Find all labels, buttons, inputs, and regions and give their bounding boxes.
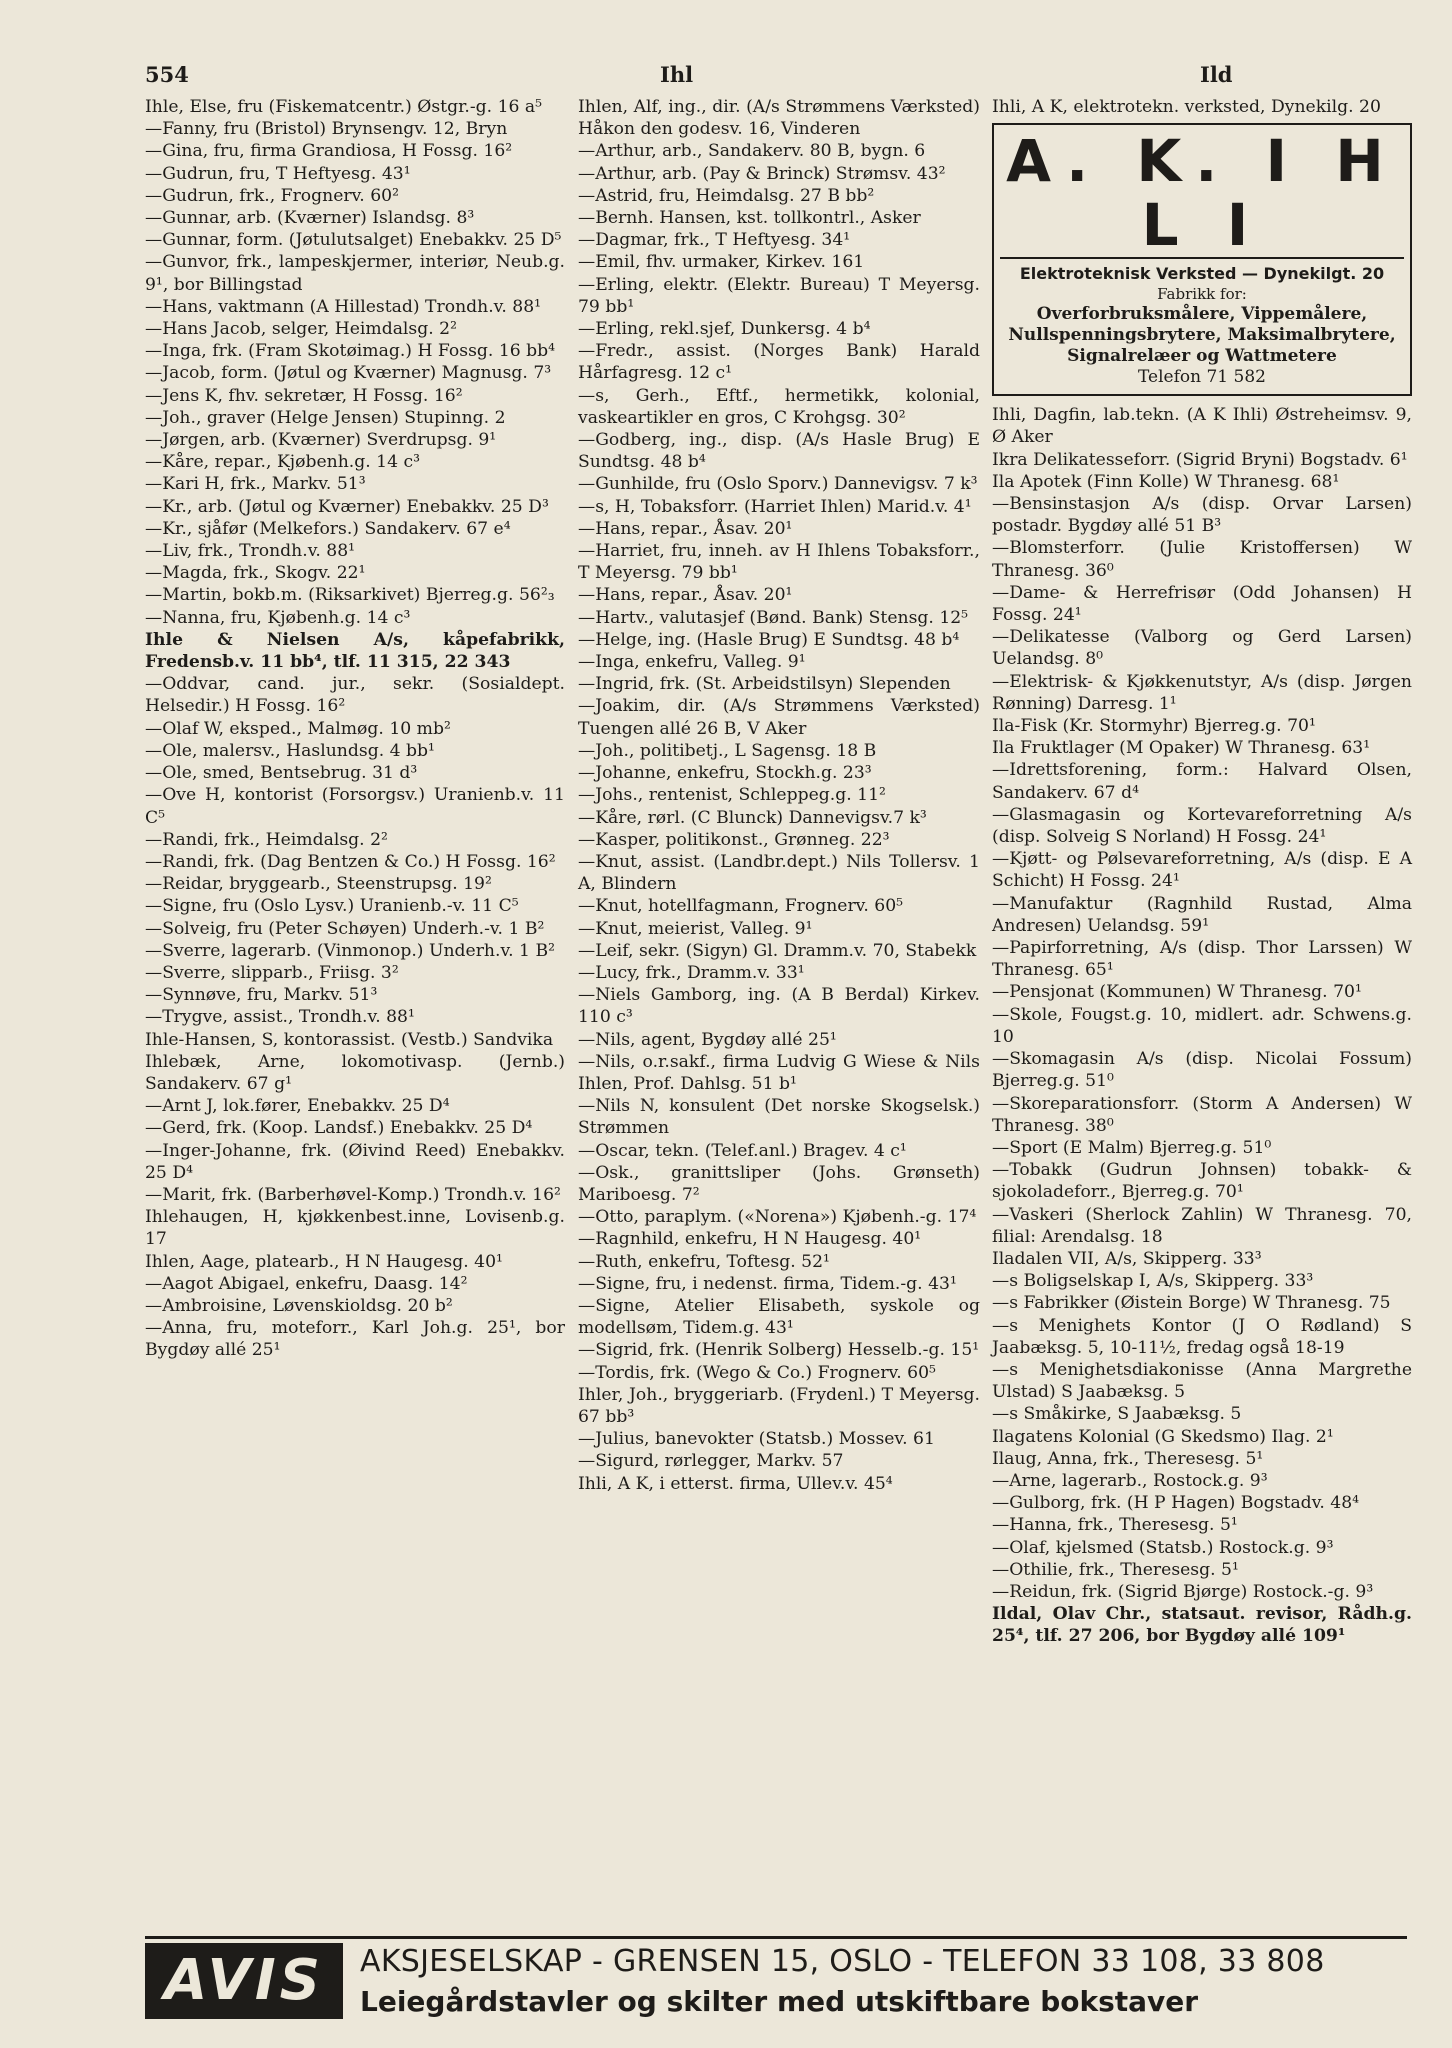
directory-entry: —Synnøve, fru, Markv. 51³ — [145, 985, 378, 1006]
directory-entry: —Helge, ing. (Hasle Brug) E Sundtsg. 48 b⁴ — [578, 629, 960, 650]
directory-entry: —Reidar, bryggearb., Steenstrupsg. 19² — [145, 874, 492, 895]
directory-entry: —Kåre, rørl. (C Blunck) Dannevigsv.7 k³ — [578, 807, 927, 828]
directory-entry: Ihli, A K, elektrotekn. verksted, Dynekilg. 20 — [992, 97, 1381, 117]
directory-entry: —Marit, frk. (Barberhøvel-Komp.) Trondh.v. 16² — [145, 1184, 561, 1205]
directory-entry: —Ruth, enkefru, Toftesg. 52¹ — [578, 1251, 830, 1272]
directory-entry: —Ingrid, frk. (St. Arbeidstilsyn) Slependen — [578, 674, 951, 695]
column-1 — [145, 96, 565, 1362]
directory-entry: —Skomagasin A/s (disp. Nicolai Fossum) Bjerreg.g. 51⁰ — [992, 1049, 1412, 1092]
directory-entry: —Nanna, fru, Kjøbenh.g. 14 c³ — [145, 607, 411, 628]
directory-entry: —Kasper, politikonst., Grønneg. 22³ — [578, 829, 890, 850]
directory-entry: —Kåre, repar., Kjøbenh.g. 14 c³ — [145, 452, 421, 473]
directory-entry: —Godberg, ing., disp. (A/s Hasle Brug) E Sundtsg. 48 b⁴ — [578, 430, 980, 473]
directory-entry: —Fredr., assist. (Norges Bank) Harald Hårfagresg. 12 c¹ — [578, 341, 980, 384]
directory-entry: —Hartv., valutasjef (Bønd. Bank) Stensg. 12⁵ — [578, 607, 969, 628]
directory-entry: —Manufaktur (Ragnhild Rustad, Alma Andresen) Uelandsg. 59¹ — [992, 893, 1412, 936]
directory-entry: —Ambroisine, Løvenskioldsg. 20 b² — [145, 1295, 453, 1316]
directory-entry: —Kari H, frk., Markv. 51³ — [145, 474, 366, 495]
directory-entry: —s Menighets Kontor (J O Rødland) S Jaabæksg. 5, 10-11½, fredag også 18-19 — [992, 1315, 1412, 1358]
directory-entry: —Tobakk (Gudrun Johnsen) tobakk- & sjokoladeforr., Bjerreg.g. 70¹ — [992, 1160, 1412, 1203]
directory-entry: —Olaf, kjelsmed (Statsb.) Rostock.g. 9³ — [992, 1537, 1334, 1558]
directory-entry: —Johs., rentenist, Schleppeg.g. 11² — [578, 785, 886, 806]
directory-entry: —Erling, elektr. (Elektr. Bureau) T Meyersg. 79 bb¹ — [578, 274, 980, 317]
directory-entry: —s, H, Tobaksforr. (Harriet Ihlen) Marid.v. 4¹ — [578, 496, 972, 517]
directory-entry: —Arthur, arb. (Pay & Brinck) Strømsv. 43² — [578, 163, 946, 184]
directory-entry: —Magda, frk., Skogv. 22¹ — [145, 563, 366, 584]
directory-entry: —Trygve, assist., Trondh.v. 88¹ — [145, 1007, 415, 1028]
directory-entry: —Fanny, fru (Bristol) Brynsengv. 12, Bryn — [145, 119, 508, 140]
directory-entry: Ila-Fisk (Kr. Stormyhr) Bjerreg.g. 70¹ — [992, 716, 1316, 737]
directory-entry: —Joh., politibetj., L Sagensg. 18 B — [578, 740, 877, 761]
directory-entry: —Sverre, slipparb., Friisg. 3² — [145, 962, 399, 983]
header-right-word: Ild — [1200, 62, 1233, 87]
directory-entry: —Ove H, kontorist (Forsorgsv.) Uranienb.v. 11 C⁵ — [145, 785, 565, 828]
directory-entry: —Dagmar, frk., T Heftyesg. 34¹ — [578, 230, 851, 251]
avis-advertisement — [145, 1936, 1407, 2023]
ihli-products-1: Overforbruksmålere, Vippemålere, — [1036, 304, 1368, 325]
directory-entry: —Joh., graver (Helge Jensen) Stupinng. 2 — [145, 407, 506, 428]
directory-entry: —Jens K, fhv. sekretær, H Fossg. 16² — [145, 385, 463, 406]
directory-entry: —Elektrisk- & Kjøkkenutstyr, A/s (disp. Jørgen Rønning) Darresg. 1¹ — [992, 671, 1412, 714]
directory-entry: —Anna, fru, moteforr., Karl Joh.g. 25¹, bor Bygdøy allé 25¹ — [145, 1318, 565, 1361]
page-number: 554 — [145, 62, 189, 87]
directory-entry: —Knut, assist. (Landbr.dept.) Nils Tollersv. 1 A, Blindern — [578, 851, 980, 895]
directory-entry: Ihlen, Alf, ing., dir. (A/s Strømmens Værksted) Håkon den godesv. 16, Vinderen — [578, 97, 980, 140]
directory-entry: —Othilie, frk., Theresesg. 5¹ — [992, 1559, 1239, 1580]
ihli-fabrikk-label: Fabrikk for: — [1157, 285, 1247, 304]
directory-entry: —Aagot Abigael, enkefru, Daasg. 14² — [145, 1273, 468, 1294]
directory-entry: —Julius, banevokter (Statsb.) Mossev. 61 — [578, 1429, 935, 1450]
directory-entry: Ihle, Else, fru (Fiskematcentr.) Østgr.-g. 16 a⁵ — [145, 97, 543, 117]
ihli-advertisement — [992, 123, 1412, 396]
directory-entry: —Oscar, tekn. (Telef.anl.) Bragev. 4 c¹ — [578, 1140, 907, 1161]
directory-entry: —Arne, lagerarb., Rostock.g. 9³ — [992, 1470, 1268, 1491]
directory-entry: —Martin, bokb.m. (Riksarkivet) Bjerreg.g. 56²₃ — [145, 585, 555, 606]
directory-entry: —Leif, sekr. (Sigyn) Gl. Dramm.v. 70, Stabekk — [578, 940, 977, 961]
directory-entry: —Ragnhild, enkefru, H N Haugesg. 40¹ — [578, 1229, 922, 1250]
directory-entry: —Inga, frk. (Fram Skotøimag.) H Fossg. 16 bb⁴ — [145, 341, 556, 362]
directory-entry: —Astrid, fru, Heimdalsg. 27 B bb² — [578, 185, 875, 206]
directory-entry: —Gerd, frk. (Koop. Landsf.) Enebakkv. 25 D⁴ — [145, 1118, 533, 1139]
directory-entry: —s, Gerh., Eftf., hermetikk, kolonial, vaskeartikler en gros, C Krohgsg. 30² — [578, 385, 980, 428]
directory-entry: —Gunhilde, fru (Oslo Sporv.) Dannevigsv. 7 k³ — [578, 474, 978, 495]
directory-entry: —Gina, fru, firma Grandiosa, H Fossg. 16² — [145, 141, 513, 162]
directory-entry: —Inger-Johanne, frk. (Øivind Reed) Enebakkv. 25 D⁴ — [145, 1140, 565, 1183]
directory-entry: —Jacob, form. (Jøtul og Kværner) Magnusg. 7³ — [145, 363, 552, 384]
directory-entry: —Ole, malersv., Haslundsg. 4 bb¹ — [145, 740, 435, 761]
directory-entry: —s Boligselskap I, A/s, Skipperg. 33³ — [992, 1271, 1314, 1292]
directory-entry: —Otto, paraplym. («Norena») Kjøbenh.-g. 17⁴ — [578, 1207, 977, 1228]
directory-entry: —Knut, meierist, Valleg. 9¹ — [578, 918, 813, 939]
directory-entry: Ila Fruktlager (M Opaker) W Thranesg. 63¹ — [992, 738, 1371, 759]
directory-entry: —Solveig, fru (Peter Schøyen) Underh.-v. 1 B² — [145, 918, 545, 939]
directory-entry: —Dame- & Herrefrisør (Odd Johansen) H Fossg. 24¹ — [992, 582, 1412, 626]
ihli-company-line: Elektroteknisk Verksted — Dynekilgt. 20 — [1019, 264, 1385, 284]
directory-entry: —Idrettsforening, form.: Halvard Olsen, Sandakerv. 67 d⁴ — [992, 760, 1412, 803]
directory-entry: —Gudrun, fru, T Heftyesg. 43¹ — [145, 163, 411, 184]
directory-entry: Ihlebæk, Arne, lokomotivasp. (Jernb.) Sandakerv. 67 g¹ — [145, 1051, 565, 1094]
directory-entry: —Gunnar, form. (Jøtulutsalget) Enebakkv. 25 D⁵ — [145, 230, 562, 251]
directory-entry: —Bensinstasjon A/s (disp. Orvar Larsen) postadr. Bygdøy allé 51 B³ — [992, 494, 1412, 537]
directory-entry: —Inga, enkefru, Valleg. 9¹ — [578, 652, 806, 673]
directory-entry: Ihli, Dagfin, lab.tekn. (A K Ihli) Østreheimsv. 9, Ø Aker — [992, 405, 1412, 448]
directory-entry: —Sigrid, frk. (Henrik Solberg) Hesselb.-g. 15¹ — [578, 1340, 980, 1361]
directory-entry: —Olaf W, eksped., Malmøg. 10 mb² — [145, 718, 451, 739]
directory-entry: —Vaskeri (Sherlock Zahlin) W Thranesg. 70, filial: Arendalsg. 18 — [992, 1204, 1412, 1247]
directory-entry: —Kjøtt- og Pølsevareforretning, A/s (disp. E A Schicht) H Fossg. 24¹ — [992, 849, 1412, 892]
directory-entry: —Gunnar, arb. (Kværner) Islandsg. 8³ — [145, 208, 475, 229]
directory-entry: Ildal, Olav Chr., statsaut. revisor, Rådh.g. 25⁴, tlf. 27 206, bor Bygdøy allé 109¹ — [992, 1604, 1412, 1647]
directory-entry: —Oddvar, cand. jur., sekr. (Sosialdept. Helsedir.) H Fossg. 16² — [145, 674, 565, 717]
directory-entry: —Nils, o.r.sakf., firma Ludvig G Wiese & Nils Ihlen, Prof. Dahlsg. 51 b¹ — [578, 1051, 980, 1094]
directory-entry: —Hans, vaktmann (A Hillestad) Trondh.v. 88¹ — [145, 296, 542, 317]
directory-entry: —Kr., arb. (Jøtul og Kværner) Enebakkv. 25 D³ — [145, 496, 549, 517]
avis-slogan: Leiegårdstavler og skilter med utskiftbare bokstaver — [360, 1985, 1199, 2018]
avis-address-line: AKSJESELSKAP - GRENSEN 15, OSLO - TELEFON 33 108, 33 808 — [360, 1944, 1325, 1979]
directory-entry: —Signe, fru (Oslo Lysv.) Uranienb.-v. 11 C⁵ — [145, 896, 519, 917]
directory-entry: —Skole, Fougst.g. 10, midlert. adr. Schwens.g. 10 — [992, 1004, 1412, 1047]
directory-entry: —Skoreparationsforr. (Storm A Andersen) W Thranesg. 38⁰ — [992, 1093, 1412, 1136]
directory-entry: —Randi, frk. (Dag Bentzen & Co.) H Fossg. 16² — [145, 851, 556, 872]
directory-entry: Ihlen, Aage, platearb., H N Haugesg. 40¹ — [145, 1251, 503, 1272]
directory-entry: —Sport (E Malm) Bjerreg.g. 51⁰ — [992, 1137, 1272, 1158]
directory-entry: —Gulborg, frk. (H P Hagen) Bogstadv. 48⁴ — [992, 1493, 1360, 1514]
directory-entry: —Ole, smed, Bentsebrug. 31 d³ — [145, 763, 418, 784]
ihli-phone: Telefon 71 582 — [1138, 367, 1266, 388]
directory-entry: Ihler, Joh., bryggeriarb. (Frydenl.) T Meyersg. 67 bb³ — [578, 1384, 980, 1427]
directory-entry: —Jørgen, arb. (Kværner) Sverdrupsg. 9¹ — [145, 430, 497, 451]
directory-entry: —Harriet, fru, inneh. av H Ihlens Tobaksforr., T Meyersg. 79 bb¹ — [578, 541, 980, 584]
ihli-logo: A. K. I H L I — [1000, 129, 1404, 259]
directory-entry: —Lucy, frk., Dramm.v. 33¹ — [578, 962, 805, 983]
directory-entry: —Hanna, frk., Theresesg. 5¹ — [992, 1515, 1238, 1536]
directory-entry: —s Fabrikker (Øistein Borge) W Thranesg. 75 — [992, 1293, 1391, 1314]
directory-entry: —s Småkirke, S Jaabæksg. 5 — [992, 1404, 1242, 1425]
directory-entry: —Liv, frk., Trondh.v. 88¹ — [145, 541, 356, 562]
directory-entry: —Arnt J, lok.fører, Enebakkv. 25 D⁴ — [145, 1096, 450, 1117]
directory-entry: —Randi, frk., Heimdalsg. 2² — [145, 829, 388, 850]
directory-entry: —Johanne, enkefru, Stockh.g. 23³ — [578, 763, 872, 784]
directory-entry: —Glasmagasin og Kortevareforretning A/s (disp. Solveig S Norland) H Fossg. 24¹ — [992, 804, 1412, 848]
directory-entry: —Delikatesse (Valborg og Gerd Larsen) Uelandsg. 8⁰ — [992, 627, 1412, 670]
directory-entry: —Gunvor, frk., lampeskjermer, interiør, Neub.g. 9¹, bor Billingstad — [145, 252, 565, 295]
directory-entry: —Emil, fhv. urmaker, Kirkev. 161 — [578, 252, 865, 273]
directory-entry: —Nils N, konsulent (Det norske Skogselsk.) Strømmen — [578, 1096, 980, 1139]
directory-entry: —Osk., granittsliper (Johs. Grønseth) Mariboesg. 7² — [578, 1162, 980, 1205]
directory-entry: —Hans, repar., Åsav. 20¹ — [578, 518, 793, 539]
directory-entry: —Papirforretning, A/s (disp. Thor Larssen) W Thranesg. 65¹ — [992, 938, 1412, 981]
directory-entry: —Hans, repar., Åsav. 20¹ — [578, 585, 793, 606]
column-2 — [578, 96, 980, 1495]
directory-entry: —Kr., sjåfør (Melkefors.) Sandakerv. 67 e⁴ — [145, 518, 511, 539]
directory-entry: Iladalen VII, A/s, Skipperg. 33³ — [992, 1248, 1262, 1269]
directory-entry: —Pensjonat (Kommunen) W Thranesg. 70¹ — [992, 982, 1362, 1003]
directory-entry: —Signe, fru, i nedenst. firma, Tidem.-g. 43¹ — [578, 1273, 957, 1294]
directory-entry: —s Menighetsdiakonisse (Anna Margrethe Ulstad) S Jaabæksg. 5 — [992, 1359, 1412, 1403]
directory-entry: —Knut, hotellfagmann, Frognerv. 60⁵ — [578, 896, 904, 917]
directory-entry: Ihle-Hansen, S, kontorassist. (Vestb.) Sandvika — [145, 1029, 554, 1050]
directory-entry: —Tordis, frk. (Wego & Co.) Frognerv. 60⁵ — [578, 1362, 936, 1383]
directory-entry: —Bernh. Hansen, kst. tollkontrl., Asker — [578, 208, 921, 229]
directory-entry: —Gudrun, frk., Frognerv. 60² — [145, 185, 399, 206]
directory-entry: —Hans Jacob, selger, Heimdalsg. 2² — [145, 319, 458, 340]
directory-entry: —Nils, agent, Bygdøy allé 25¹ — [578, 1029, 837, 1050]
directory-entry: Ihlehaugen, H, kjøkkenbest.inne, Lovisenb.g. 17 — [145, 1207, 565, 1250]
column-3 — [992, 96, 1412, 1648]
directory-entry: —Sigurd, rørlegger, Markv. 57 — [578, 1451, 844, 1472]
directory-entry: —Reidun, frk. (Sigrid Bjørge) Rostock.-g. 9³ — [992, 1581, 1374, 1602]
directory-entry: —Blomsterforr. (Julie Kristoffersen) W Thranesg. 36⁰ — [992, 538, 1412, 581]
directory-entry: —Joakim, dir. (A/s Strømmens Værksted) Tuengen allé 26 B, V Aker — [578, 696, 980, 739]
directory-entry: —Niels Gamborg, ing. (A B Berdal) Kirkev. 110 c³ — [578, 985, 980, 1028]
ihli-products-2: Nullspenningsbrytere, Maksimalbrytere, Signalrelæer og Wattmetere — [1008, 325, 1396, 367]
directory-entry: —Erling, rekl.sjef, Dunkersg. 4 b⁴ — [578, 319, 871, 340]
directory-entry: Ihli, A K, i etterst. firma, Ullev.v. 45⁴ — [578, 1473, 893, 1494]
avis-logo: AVIS — [145, 1943, 343, 2019]
directory-entry: Ila Apotek (Finn Kolle) W Thranesg. 68¹ — [992, 471, 1340, 492]
directory-entry: —Sverre, lagerarb. (Vinmonop.) Underh.v. 1 B² — [145, 940, 555, 961]
directory-entry: Ikra Delikatesseforr. (Sigrid Bryni) Bogstadv. 6¹ — [992, 449, 1408, 470]
header-left-word: Ihl — [660, 62, 694, 87]
directory-entry: Ilaug, Anna, frk., Theresesg. 5¹ — [992, 1448, 1264, 1469]
directory-entry: Ihle & Nielsen A/s, kåpefabrikk, Fredensb.v. 11 bb⁴, tlf. 11 315, 22 343 — [145, 629, 565, 673]
directory-entry: —Arthur, arb., Sandakerv. 80 B, bygn. 6 — [578, 141, 926, 162]
directory-entry: Ilagatens Kolonial (G Skedsmo) Ilag. 2¹ — [992, 1426, 1334, 1447]
directory-entry: —Signe, Atelier Elisabeth, syskole og modellsøm, Tidem.g. 43¹ — [578, 1295, 980, 1339]
